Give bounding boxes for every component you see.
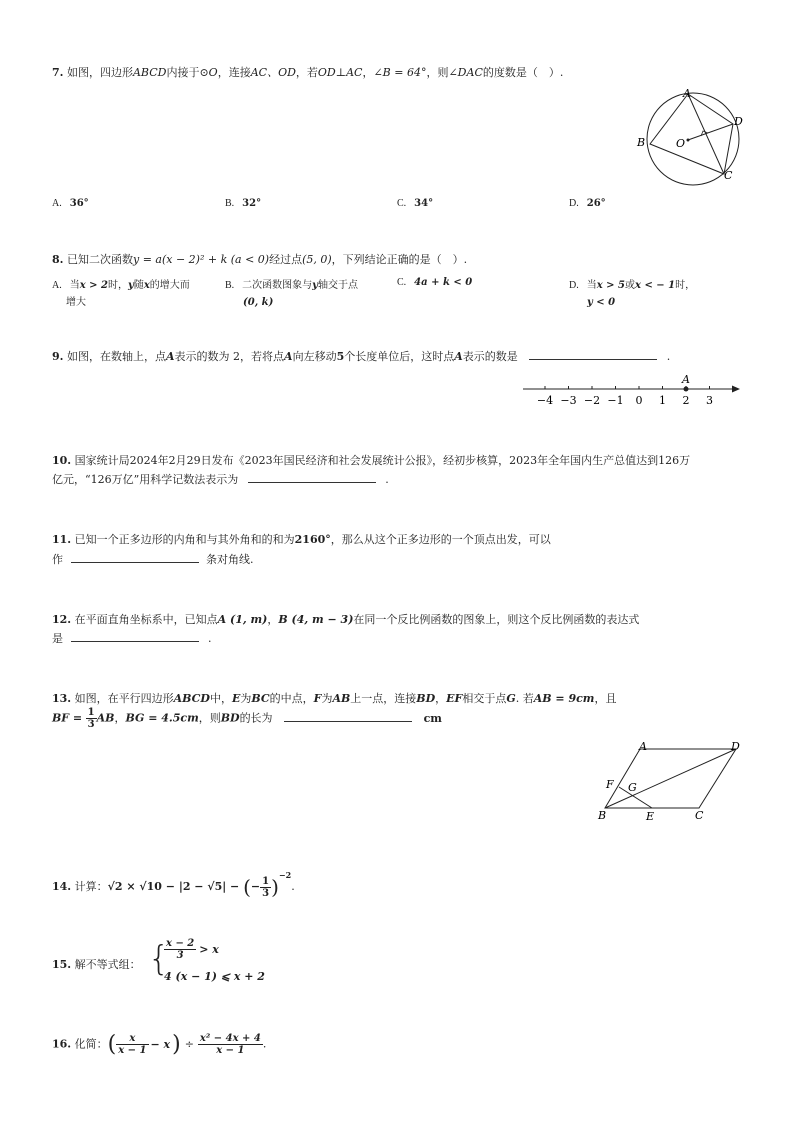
q7-option-c[interactable]: C. 34° bbox=[397, 198, 434, 209]
q10-number: 10. bbox=[52, 454, 72, 467]
q8-text: ，下列结论正确的是（ ）. bbox=[331, 253, 468, 266]
q8-option-c[interactable]: C. 4a + k < 0 bbox=[397, 277, 473, 288]
q7-text: ，连接 bbox=[217, 66, 251, 79]
label-a: A bbox=[683, 87, 691, 100]
diagonal-bd bbox=[605, 749, 736, 808]
q8-option-b[interactable]: B. 二次函数图象与y轴交于点 (0, k) bbox=[225, 280, 358, 308]
q8-text: 已知二次函数 bbox=[66, 253, 133, 266]
q7-text: ， bbox=[362, 66, 374, 79]
q7-number: 7. bbox=[52, 66, 64, 79]
q7-circle-figure bbox=[630, 85, 750, 190]
q12-line2: 是 . bbox=[52, 632, 212, 645]
q13-parallelogram-figure bbox=[595, 737, 755, 825]
q10-line1: 10. 国家统计局2024年2月29日发布《2023年国民经济和社会发展统计公报》，经初步核算，2023年全年国内生产总值达到126万 bbox=[52, 454, 691, 467]
q7-text: ，若 bbox=[295, 66, 318, 79]
q9-number-line bbox=[520, 368, 745, 408]
q7-cond1: OD⊥AC bbox=[317, 66, 363, 79]
q9-number: 9. bbox=[52, 350, 64, 363]
q14-expression: 14. 计算：√2 × √10 − |2 − √5| − (− $\frac{1}{3}$ )$^{-2}$. bbox=[52, 870, 295, 899]
axis-tick-label: −4 bbox=[536, 394, 554, 407]
q7-cond2: ∠B = 64° bbox=[373, 66, 427, 79]
q16-number: 16. bbox=[52, 1037, 72, 1051]
q8-option-a[interactable]: A. 当x > 2时，y随x的增大而 增大 bbox=[52, 280, 190, 308]
center-point bbox=[687, 139, 690, 142]
q7-ac-od: AC、OD bbox=[250, 66, 296, 79]
q12-line1: 12. 在平面直角坐标系中，已知点A (1, m)，B (4, m − 3)在同一个反比例函数的图象上，则这个反比例函数的表达式 bbox=[52, 613, 640, 626]
q7-option-b[interactable]: B. 32° bbox=[225, 198, 262, 209]
q8-func: y = a(x − 2)² + k (a < 0) bbox=[132, 253, 270, 266]
q8-number: 8. bbox=[52, 253, 64, 266]
label-b: B bbox=[598, 809, 607, 822]
q11-number: 11. bbox=[52, 533, 72, 546]
axis-arrow bbox=[732, 386, 740, 393]
q7-text: 如图，四边形 bbox=[66, 66, 133, 79]
q7-stem bbox=[52, 64, 563, 80]
q15-number: 15. bbox=[52, 958, 72, 971]
q13-line2: BF = $\frac{1}{3}$ AB，BG = 4.5cm，则BD的长为 cm bbox=[52, 707, 442, 730]
label-c: C bbox=[695, 809, 704, 822]
q11-line2: 作 条对角线. bbox=[52, 553, 254, 566]
q15-inequality-2: 4 (x − 1) ⩽ x + 2 bbox=[164, 970, 265, 983]
q8-text: 经过点 bbox=[269, 253, 303, 266]
label-d: D bbox=[731, 740, 740, 753]
q13-answer-blank[interactable] bbox=[284, 711, 412, 722]
label-a: A bbox=[639, 740, 647, 753]
q12-number: 12. bbox=[52, 613, 72, 626]
q8-option-d[interactable]: D. 当x > 5或x < − 1时， y < 0 bbox=[569, 280, 696, 308]
label-d: D bbox=[734, 115, 743, 128]
q14-number: 14. bbox=[52, 880, 72, 893]
point-a bbox=[684, 387, 689, 392]
q9-stem: 9. 如图，在数轴上，点A表示的数为 2，若将点A向左移动5个长度单位后，这时点A表示的数是 . bbox=[52, 350, 671, 363]
label-f: F bbox=[606, 778, 614, 791]
q11-line1: 11. 已知一个正多边形的内角和与其外角和的和为2160°，那么从这个正多边形的一个顶点出发，可以 bbox=[52, 533, 551, 546]
point-a-label: A bbox=[682, 373, 690, 386]
segment-od bbox=[688, 124, 733, 140]
q7-abcd: ABCD bbox=[132, 66, 167, 79]
q15-inequality-1: $\frac{x - 2}{3}$ > x bbox=[166, 938, 219, 961]
q11-answer-blank[interactable] bbox=[71, 552, 199, 563]
q13-fraction: $\frac{1}{3}$ bbox=[87, 707, 95, 730]
q9-answer-blank[interactable] bbox=[529, 349, 657, 360]
q10-answer-blank[interactable] bbox=[248, 472, 376, 483]
axis-tick-label: 3 bbox=[706, 394, 713, 407]
axis-tick-label: −2 bbox=[583, 394, 601, 407]
q15-label: 15. 解不等式组： bbox=[52, 958, 141, 971]
q7-option-d[interactable]: D. 26° bbox=[569, 198, 606, 209]
q7-option-a[interactable]: A. 36° bbox=[52, 198, 89, 209]
label-o: O bbox=[676, 137, 686, 150]
label-b: B bbox=[637, 136, 646, 149]
q7-text: ，则 bbox=[426, 66, 449, 79]
axis-tick-label: 0 bbox=[635, 394, 643, 407]
axis-tick-label: 1 bbox=[659, 394, 666, 407]
q7-text: 的度数是（ ）. bbox=[482, 66, 564, 79]
label-g: G bbox=[628, 781, 637, 794]
label-c: C bbox=[724, 169, 733, 182]
q16-expression: 16. 化简：( $\frac{x}{x - 1}$ − x) ÷ $\frac{\text{x² − 4x + 4}}{x - 1}$ . bbox=[52, 1032, 267, 1057]
q13-number: 13. bbox=[52, 692, 72, 705]
quadrilateral-abcd bbox=[650, 94, 733, 174]
q7-text: 内接于⊙ bbox=[166, 66, 209, 79]
q15-brace: { bbox=[148, 939, 170, 979]
axis-tick-label: −1 bbox=[607, 394, 624, 407]
axis-tick-label: −3 bbox=[560, 394, 577, 407]
q8-point: (5, 0) bbox=[302, 253, 332, 266]
q8-stem bbox=[52, 251, 467, 267]
q10-line2: 亿元，“126万亿”用科学记数法表示为 . bbox=[52, 473, 389, 486]
q12-answer-blank[interactable] bbox=[71, 631, 199, 642]
q7-angle: ∠DAC bbox=[448, 66, 483, 79]
q13-line1: 13. 如图，在平行四边形ABCD中，E为BC的中点，F为AB上一点，连接BD，EF相交于点G. 若AB = 9cm，且 bbox=[52, 692, 617, 705]
q7-o: O bbox=[208, 66, 218, 79]
label-e: E bbox=[646, 810, 655, 823]
axis-tick-label: 2 bbox=[682, 394, 690, 407]
